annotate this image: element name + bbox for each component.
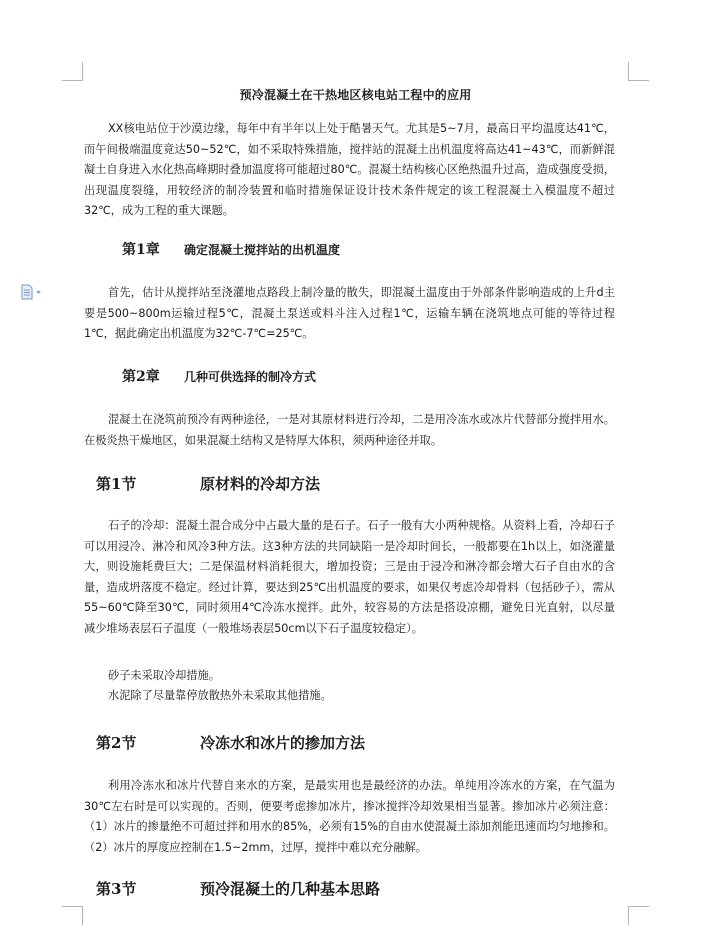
cement-note: 水泥除了尽量靠停放散热外未采取其他措施。 [108,689,332,702]
section-2-title: 冷冻水和冰片的掺加方法 [200,734,366,752]
chapter-1-heading [122,239,341,259]
section-2-number: 第2节 [96,734,137,752]
section-1-paragraph: 石子的冷却：混凝土混合成分中占最大量的是石子。石子一般有大小两种规格。从资料上看，冷却石子可以用浸冷、淋冷和风冷3种方法。这3种方法的共同缺陷一是冷却时间长，一般都要在1h以上，如浇灌量大，则设施耗费巨大；二是保温材料消耗很大，增加投资；三是由于浸冷和淋冷都会增大石子自由水的含量，造成坍落度不稳定。经过计算，要达到25℃出机温度的要求，如果仅考虑冷却骨料（包括砂子），需从55~60℃降至30℃，同时须用4℃冷冻水搅拌。此外，较容易的方法是搭设凉棚，避免日光直射，以尽量减少堆场表层石子温度（一般堆场表层50cm以下石子温度较稳定）。 [84,519,615,635]
crop-mark-bottom-left [62,906,83,925]
section-3-number: 第3节 [96,880,137,898]
chapter-1-paragraph: 首先，估计从搅拌站至浇灌地点路段上制冷量的散失，即混凝土温度由于外部条件影响造成的上升d主要是500~800m运输过程5℃，混凝土泵送或料斗注入过程1℃，运输车辆在浇筑地点可能的等待过程1℃，据此确定出机温度为32℃-7℃=25℃。 [84,286,615,341]
crop-mark-bottom-right [628,906,649,925]
chapter-2-heading [122,366,317,386]
section-1-number: 第1节 [96,475,137,493]
section-2-heading [96,732,366,753]
document-options-icon[interactable] [20,284,44,300]
chapter-2-title: 几种可供选择的制冷方式 [184,370,317,384]
crop-mark-top-left [62,62,83,81]
sand-note: 砂子未采取冷却措施。 [108,669,220,682]
chapter-1-title: 确定混凝土搅拌站的出机温度 [184,243,341,257]
section-1-heading [96,473,321,494]
section-3-heading [96,878,381,899]
intro-paragraph: XX核电站位于沙漠边缘，每年中有半年以上处于酷暑天气。尤其是5~7月，最高日平均温度达41℃，而午间极端温度竟达50~52℃，如不采取特殊措施，搅拌站的混凝土出机温度将高达41~43℃，而新鲜混凝土自身进入水化热高峰期时叠加温度将可能超过80℃。混凝土结构核心区绝热温升过高，造成强度受损，出现温度裂缝，用较经济的制冷装置和临时措施保证设计技术条件规定的该工程混凝土入模温度不超过32℃，成为工程的重大课题。 [84,122,615,218]
document-title: 预冷混凝土在干热地区核电站工程中的应用 [239,88,472,102]
chapter-1-number: 第1章 [122,242,160,258]
section-3-title: 预冷混凝土的几种基本思路 [200,880,381,898]
section-1-title: 原材料的冷却方法 [200,475,321,493]
section-2-paragraph: 利用冷冻水和冰片代替自来水的方案，是最实用也是最经济的办法。单纯用冷冻水的方案，在气温为30℃左右时是可以实现的。否则，便要考虑掺加冰片，掺冰搅拌冷却效果相当显著。掺加冰片必须注意：（1）冰片的掺量绝不可超过拌和用水的85%，必须有15%的自由水使混凝土添加剂能迅速而均匀地掺和。（2）冰片的厚度应控制在1.5~2mm，过厚，搅拌中难以充分融解。 [84,779,615,854]
crop-mark-top-right [628,62,649,81]
chapter-2-paragraph: 混凝土在浇筑前预冷有两种途径，一是对其原材料进行冷却，二是用冷冻水或冰片代替部分搅拌用水。在极炎热干燥地区，如果混凝土结构又是特厚大体积，须两种途径并取。 [84,413,615,447]
chapter-2-number: 第2章 [122,369,160,385]
